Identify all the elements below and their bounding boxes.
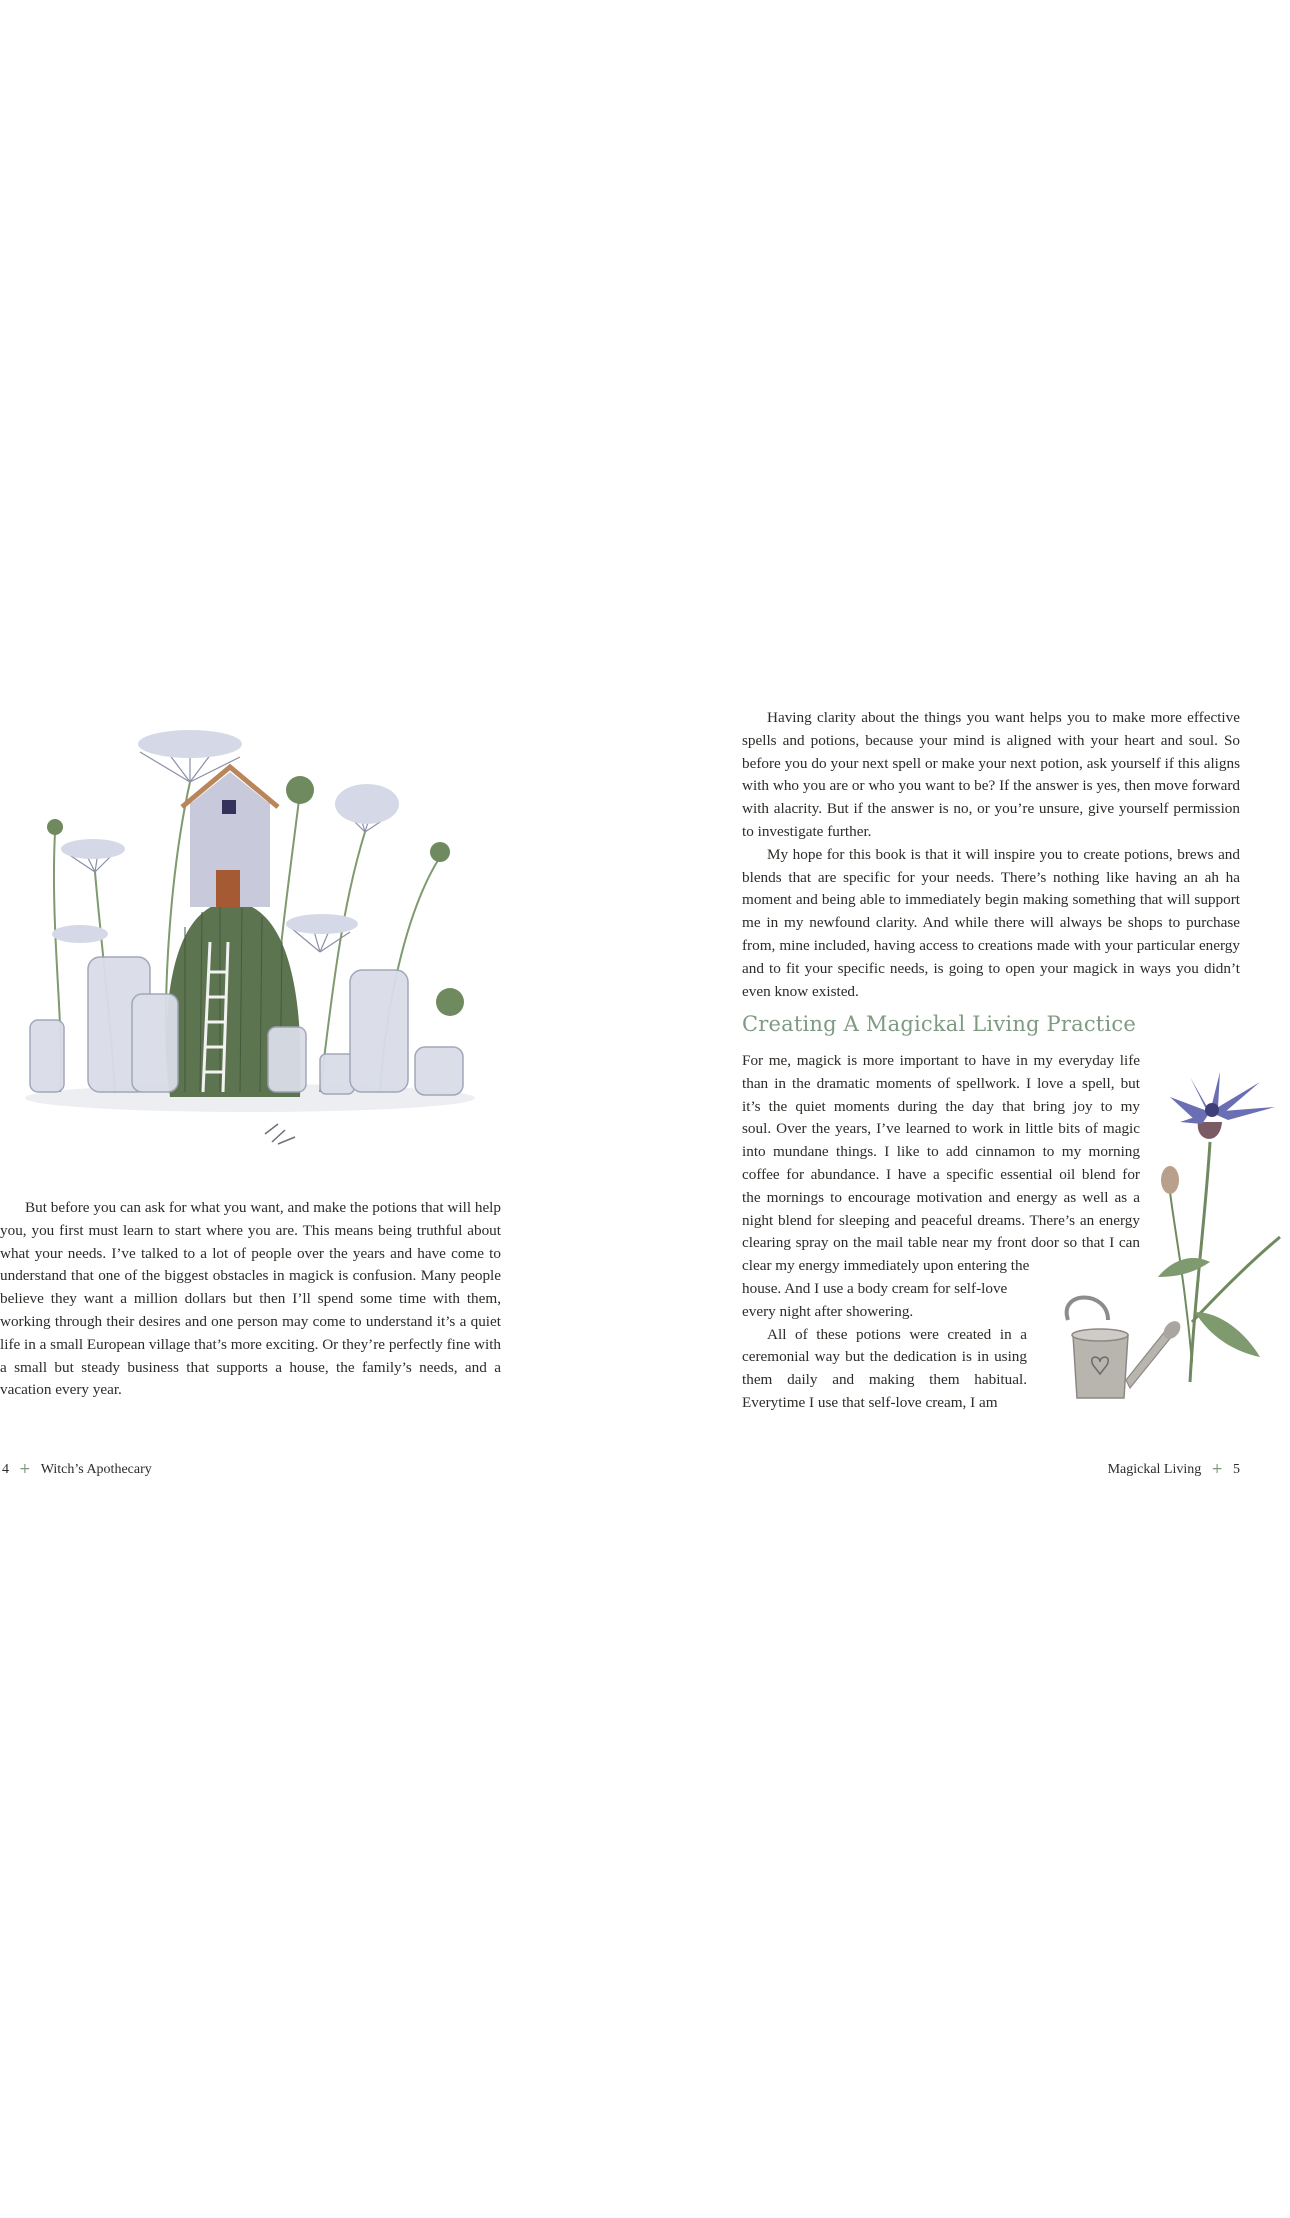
body-line: every night after showering.	[742, 1302, 914, 1320]
watercolor-house-jars-illustration	[20, 712, 480, 1162]
right-page-intro	[742, 707, 1240, 1003]
body-line: soul. Over the years, I’ve learned to work in little bits of magic	[742, 1120, 1140, 1138]
body-line: than in the dramatic moments of spellwork. I love a spell, but	[742, 1074, 1140, 1092]
body-line: Everytime I use that self-love cream, I am	[742, 1393, 998, 1411]
body-line: the mornings to encourage motivation and energy as well as a	[742, 1188, 1140, 1206]
intro-paragraph: My hope for this book is that it will inspire you to create potions, brews and blends that are specific for your needs. There’s nothing like having an ah ha moment and being able to immediately begin making something that will support me in my newfound clarity. And while there will always be shops to purchase from, mine included, having access to creations made with your particular energy and to fit your specific needs, is going to open your magick in ways you didn’t even know existed.	[742, 845, 1240, 1000]
page-number: 5	[1233, 1462, 1240, 1477]
body-line: All of these potions were created in a	[767, 1325, 1027, 1343]
body-line: night blend for sleeping and peaceful dreams. There’s an energy	[742, 1211, 1140, 1229]
intro-paragraph: Having clarity about the things you want helps you to make more effective spells and potions, because your mind is aligned with your heart and soul. So before you do your next spell or make your next potion, ask yourself if this aligns with who you are or who you want to be? If the answer is yes, then move forward with alacrity. But if the answer is no, or you’re unsure, give yourself permission to investigate further.	[742, 709, 1240, 840]
left-paragraph: But before you can ask for what you want, and make the potions that will help you, you first must learn to start where you are. This means being truthful about what your needs. I’ve talked to a lot of people over the years and have come to understand that one of the biggest obstacles in magick is confusion. Many people believe they want a million dollars but then I’ll spend some time with them, working through their desires and one person may come to understand it’s a quiet life in a small European village that’s more exciting. Or they’re perfectly fine with a small but steady business that supports a house, the family’s needs, and a vacation every year.	[0, 1199, 502, 1399]
body-line: ceremonial way but the dedication is in using	[742, 1348, 1027, 1366]
body-line: house. And I use a body cream for self-love	[742, 1279, 1008, 1297]
right-page-footer	[1108, 1460, 1240, 1479]
left-page-footer	[2, 1460, 152, 1479]
footer-separator-icon: +	[1211, 1461, 1223, 1477]
body-line: into mundane things. I like to add cinnamon to my morning	[742, 1143, 1140, 1161]
running-title: Witch’s Apothecary	[40, 1462, 152, 1477]
watering-can-illustration	[1048, 1290, 1188, 1410]
running-title: Magickal Living	[1107, 1462, 1202, 1477]
body-line: coffee for abundance. I have a specific essential oil blend for	[742, 1165, 1140, 1183]
left-page-body	[0, 1197, 501, 1402]
footer-separator-icon: +	[19, 1461, 31, 1477]
body-line: it’s the quiet moments during the day that bring joy to my	[742, 1097, 1140, 1115]
body-line: clear my energy immediately upon entering the	[742, 1257, 1030, 1275]
body-line: them daily and making them habitual.	[742, 1371, 1027, 1389]
body-line: clearing spray on the mail table near my front door so that I can	[742, 1234, 1140, 1252]
body-line: For me, magick is more important to have in my everyday life	[742, 1052, 1140, 1069]
page-number: 4	[2, 1462, 9, 1477]
section-heading: Creating A Magickal Living Practice	[742, 1012, 1136, 1036]
